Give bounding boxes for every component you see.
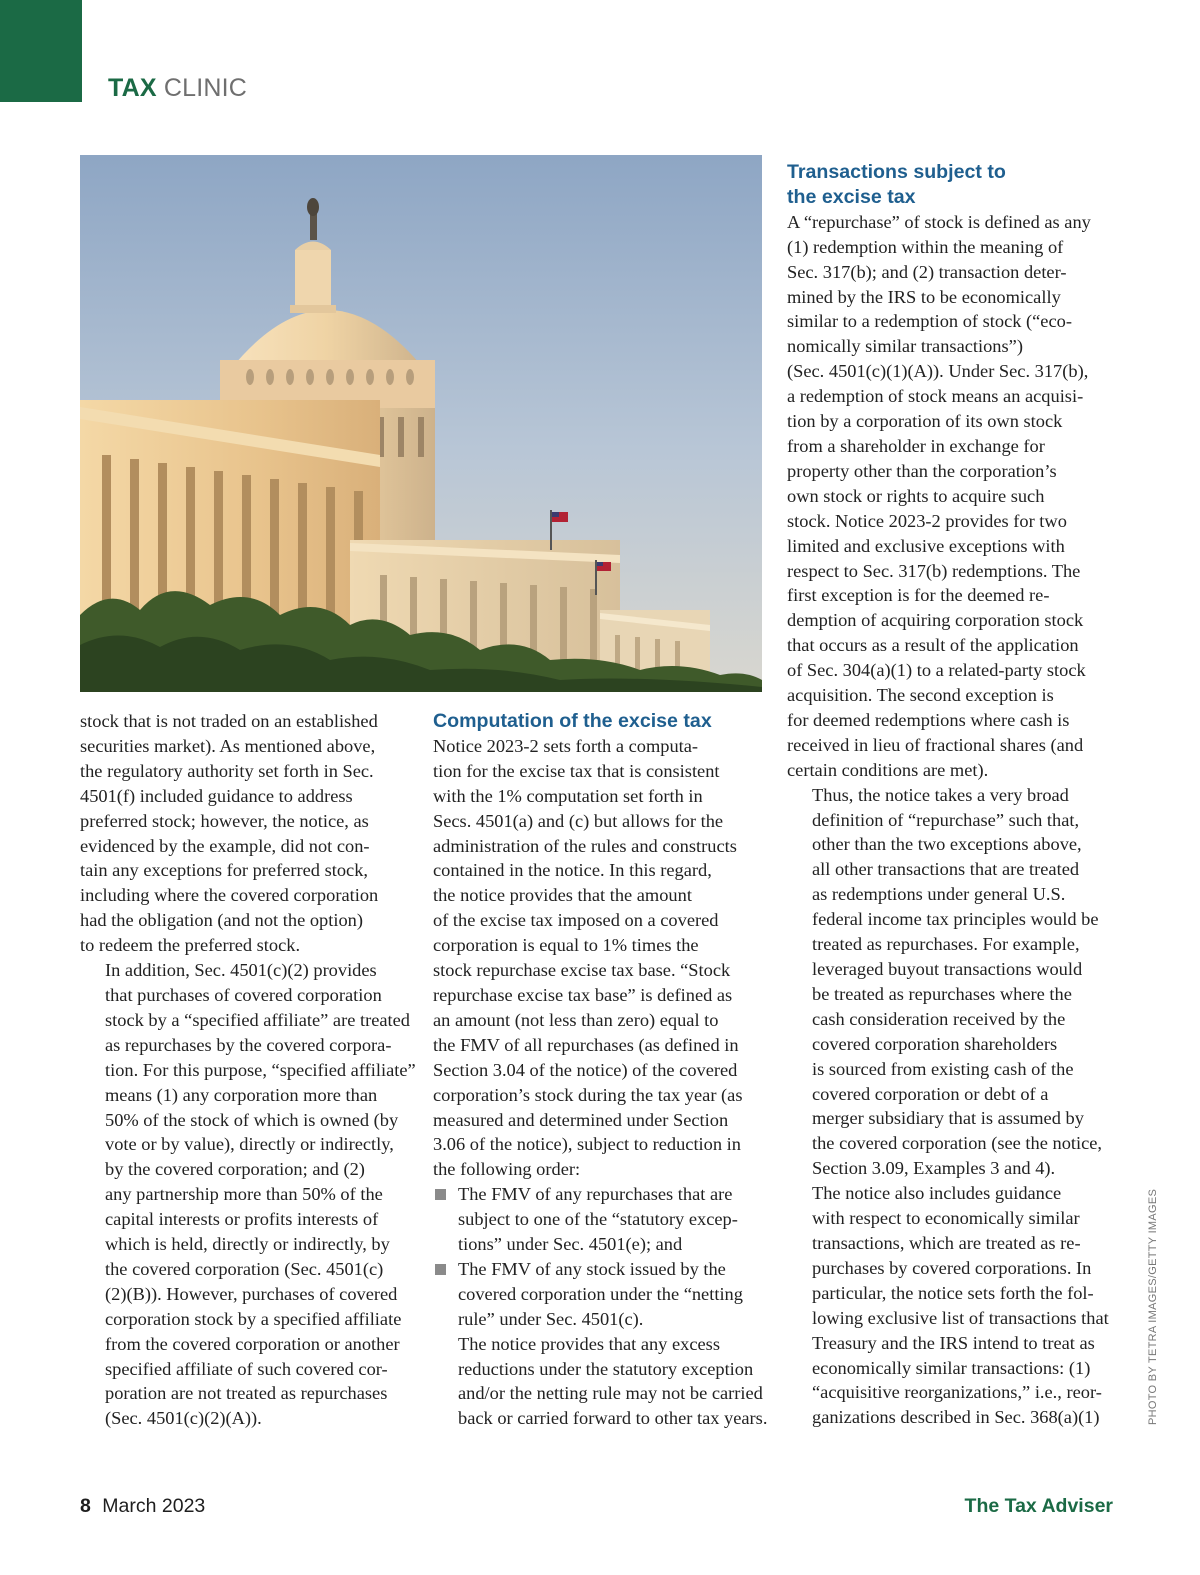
text-line: Notice 2023-2 sets forth a computa- — [433, 735, 699, 756]
text-line: merger subsidiary that is assumed by — [812, 1108, 1084, 1129]
text-line: rule” under Sec. 4501(c). — [458, 1308, 644, 1329]
text-line: nomically similar transactions”) — [787, 336, 1023, 357]
text-line: (Sec. 4501(c)(1)(A)). Under Sec. 317(b), — [787, 361, 1089, 382]
capitol-photo — [80, 155, 762, 692]
text-line: and/or the netting rule may not be carried — [458, 1383, 763, 1404]
heading-line: Transactions subject to — [787, 161, 1006, 183]
text-line: The FMV of any repurchases that are — [458, 1184, 733, 1205]
col3-paragraph-3 — [787, 1181, 1117, 1430]
text-line: of the excise tax imposed on a covered — [433, 910, 719, 931]
computation-heading: Computation of the excise tax — [433, 710, 712, 732]
text-line: for deemed redemptions where cash is — [787, 709, 1070, 730]
text-line: other than the two exceptions above, — [812, 834, 1082, 855]
text-line: corporation’s stock during the tax year (as — [433, 1084, 743, 1105]
square-bullet-icon — [435, 1264, 446, 1275]
text-line: the notice provides that the amount — [433, 885, 692, 906]
text-line: with respect to economically similar — [812, 1208, 1080, 1229]
text-line: tion for the excise tax that is consistent — [433, 760, 720, 781]
text-line: a redemption of stock means an acquisi- — [787, 386, 1084, 407]
text-line: preferred stock; however, the notice, as — [80, 810, 369, 831]
text-line: specified affiliate of such covered cor- — [105, 1358, 388, 1379]
text-line: Thus, the notice takes a very broad — [812, 784, 1069, 805]
text-line: leveraged buyout transactions would — [812, 959, 1083, 979]
section-label-bold: TAX — [108, 74, 157, 102]
text-line: 3.06 of the notice), subject to reduction in — [433, 1134, 741, 1155]
text-line: In addition, Sec. 4501(c)(2) provides — [105, 960, 377, 981]
text-line: similar to a redemption of stock (“eco- — [787, 311, 1072, 332]
text-line: stock by a “specified affiliate” are treated — [105, 1009, 410, 1030]
text-line: means (1) any corporation more than — [105, 1084, 378, 1105]
text-line: evidenced by the example, did not con- — [80, 835, 370, 856]
text-line: from a shareholder in exchange for — [787, 435, 1045, 456]
text-line: poration are not treated as repurchases — [105, 1383, 388, 1404]
text-line: purchases by covered corporations. In — [812, 1257, 1092, 1278]
col1-paragraph-2 — [80, 958, 414, 1431]
text-line: be treated as repurchases where the — [812, 983, 1072, 1004]
text-line: “acquisitive reorganizations,” i.e., reor- — [812, 1382, 1102, 1403]
text-line: an amount (not less than zero) equal to — [433, 1009, 719, 1030]
text-line: the regulatory authority set forth in Sec. — [80, 760, 374, 781]
text-line: (1) redemption within the meaning of — [787, 236, 1064, 257]
text-line: is sourced from existing cash of the — [812, 1058, 1074, 1079]
text-line: Section 3.04 of the notice) of the covered — [433, 1059, 738, 1080]
text-line: economically similar transactions: (1) — [812, 1357, 1091, 1378]
text-line: reductions under the statutory exception — [458, 1358, 754, 1379]
text-line: demption of acquiring corporation stock — [787, 610, 1084, 631]
text-line: tion. For this purpose, “specified affiliate” — [105, 1059, 416, 1080]
text-line: had the obligation (and not the option) — [80, 910, 363, 931]
text-line: tion by a corporation of its own stock — [787, 411, 1063, 432]
text-line: the covered corporation (Sec. 4501(c) — [105, 1258, 384, 1279]
text-line: definition of “repurchase” such that, — [812, 809, 1080, 830]
text-line: with the 1% computation set forth in — [433, 785, 703, 806]
text-line: (Sec. 4501(c)(2)(A)). — [105, 1408, 262, 1429]
text-line: contained in the notice. In this regard, — [433, 860, 712, 881]
text-line: the following order: — [433, 1159, 581, 1180]
section-label — [108, 74, 247, 103]
text-line: first exception is for the deemed re- — [787, 585, 1050, 606]
text-line: 4501(f) included guidance to address — [80, 785, 353, 806]
text-line: the covered corporation (see the notice, — [812, 1133, 1103, 1154]
text-line: that purchases of covered corporation — [105, 984, 382, 1005]
text-line: 50% of the stock of which is owned (by — [105, 1109, 399, 1130]
text-line: respect to Sec. 317(b) redemptions. The — [787, 560, 1081, 581]
text-line: The FMV of any stock issued by the — [458, 1258, 726, 1279]
text-line: as repurchases by the covered corpora- — [105, 1034, 392, 1055]
text-line: property other than the corporation’s — [787, 460, 1057, 481]
text-line: Secs. 4501(a) and (c) but allows for the — [433, 810, 724, 831]
text-line: treated as repurchases. For example, — [812, 934, 1080, 955]
text-line: covered corporation or debt of a — [812, 1083, 1049, 1104]
text-line: by the covered corporation; and (2) — [105, 1159, 365, 1180]
text-line: which is held, directly or indirectly, by — [105, 1234, 390, 1255]
text-line: Treasury and the IRS intend to treat as — [812, 1332, 1095, 1353]
text-line: particular, the notice sets forth the fol- — [812, 1282, 1094, 1303]
col1-paragraph-1 — [80, 709, 414, 958]
text-line: stock repurchase excise tax base. “Stock — [433, 960, 731, 981]
text-line: subject to one of the “statutory excep- — [458, 1209, 738, 1230]
text-line: all other transactions that are treated — [812, 859, 1080, 880]
text-line: ganizations described in Sec. 368(a)(1) — [812, 1407, 1100, 1428]
text-line: received in lieu of fractional shares (and — [787, 734, 1084, 755]
text-line: the FMV of all repurchases (as defined in — [433, 1034, 739, 1055]
heading-line: the excise tax — [787, 185, 916, 208]
text-line: back or carried forward to other tax years. — [458, 1408, 768, 1429]
text-line: A “repurchase” of stock is defined as any — [787, 211, 1091, 232]
text-line: administration of the rules and constructs — [433, 835, 737, 856]
text-line: from the covered corporation or another — [105, 1333, 400, 1354]
column-3 — [787, 160, 1117, 1430]
col3-paragraph-1 — [787, 210, 1117, 783]
col2-paragraph-1 — [433, 734, 765, 1182]
text-line: vote or by value), directly or indirectly, — [105, 1134, 394, 1155]
text-line: measured and determined under Section — [433, 1109, 729, 1130]
text-line: transactions, which are treated as re- — [812, 1232, 1081, 1253]
col3-paragraph-2 — [787, 783, 1117, 1182]
text-line: as redemptions under general U.S. — [812, 884, 1066, 905]
text-line: stock that is not traded on an established — [80, 711, 378, 731]
list-item — [433, 1182, 765, 1257]
reduction-list — [433, 1182, 765, 1331]
text-line: Sec. 317(b); and (2) transaction deter- — [787, 261, 1067, 282]
text-line: covered corporation shareholders — [812, 1033, 1058, 1054]
transactions-heading — [787, 160, 1117, 210]
footer-folio — [80, 1495, 205, 1518]
publication-name: The Tax Adviser — [964, 1495, 1113, 1517]
photo-credit: PHOTO BY TETRA IMAGES/GETTY IMAGES — [1147, 1188, 1159, 1425]
text-line: The notice provides that any excess — [458, 1333, 720, 1354]
text-line: acquisition. The second exception is — [787, 685, 1054, 706]
text-line: limited and exclusive exceptions with — [787, 535, 1065, 556]
section-label-light: CLINIC — [163, 74, 248, 102]
column-2 — [433, 709, 768, 1431]
issue-date: March 2023 — [102, 1495, 206, 1517]
text-line: cash consideration received by the — [812, 1008, 1066, 1029]
text-line: covered corporation under the “netting — [458, 1283, 743, 1304]
text-line: of Sec. 304(a)(1) to a related-party stock — [787, 660, 1086, 681]
text-line: certain conditions are met). — [787, 759, 989, 780]
text-line: capital interests or profits interests of — [105, 1209, 379, 1230]
page-number: 8 — [80, 1495, 91, 1517]
text-line: including where the covered corporation — [80, 885, 379, 906]
column-1 — [80, 709, 414, 1431]
text-line: that occurs as a result of the application — [787, 635, 1079, 656]
text-line: tions” under Sec. 4501(e); and — [458, 1234, 683, 1255]
text-line: any partnership more than 50% of the — [105, 1184, 383, 1205]
col2-paragraph-2 — [433, 1332, 768, 1432]
text-line: corporation is equal to 1% times the — [433, 935, 699, 956]
list-item — [433, 1257, 765, 1332]
section-color-tab — [0, 0, 82, 102]
text-line: Section 3.09, Examples 3 and 4). — [812, 1158, 1056, 1179]
text-line: mined by the IRS to be economically — [787, 286, 1061, 307]
text-line: The notice also includes guidance — [812, 1183, 1062, 1204]
text-line: (2)(B)). However, purchases of covered — [105, 1283, 398, 1304]
text-line: repurchase excise tax base” is defined as — [433, 984, 733, 1005]
square-bullet-icon — [435, 1189, 446, 1200]
text-line: securities market). As mentioned above, — [80, 735, 376, 756]
text-line: tain any exceptions for preferred stock, — [80, 860, 369, 881]
text-line: corporation stock by a specified affiliate — [105, 1308, 402, 1329]
text-line: lowing exclusive list of transactions that — [812, 1307, 1109, 1328]
text-line: own stock or rights to acquire such — [787, 485, 1045, 506]
text-line: to redeem the preferred stock. — [80, 935, 301, 956]
text-line: stock. Notice 2023-2 provides for two — [787, 510, 1067, 531]
text-line: federal income tax principles would be — [812, 909, 1099, 930]
